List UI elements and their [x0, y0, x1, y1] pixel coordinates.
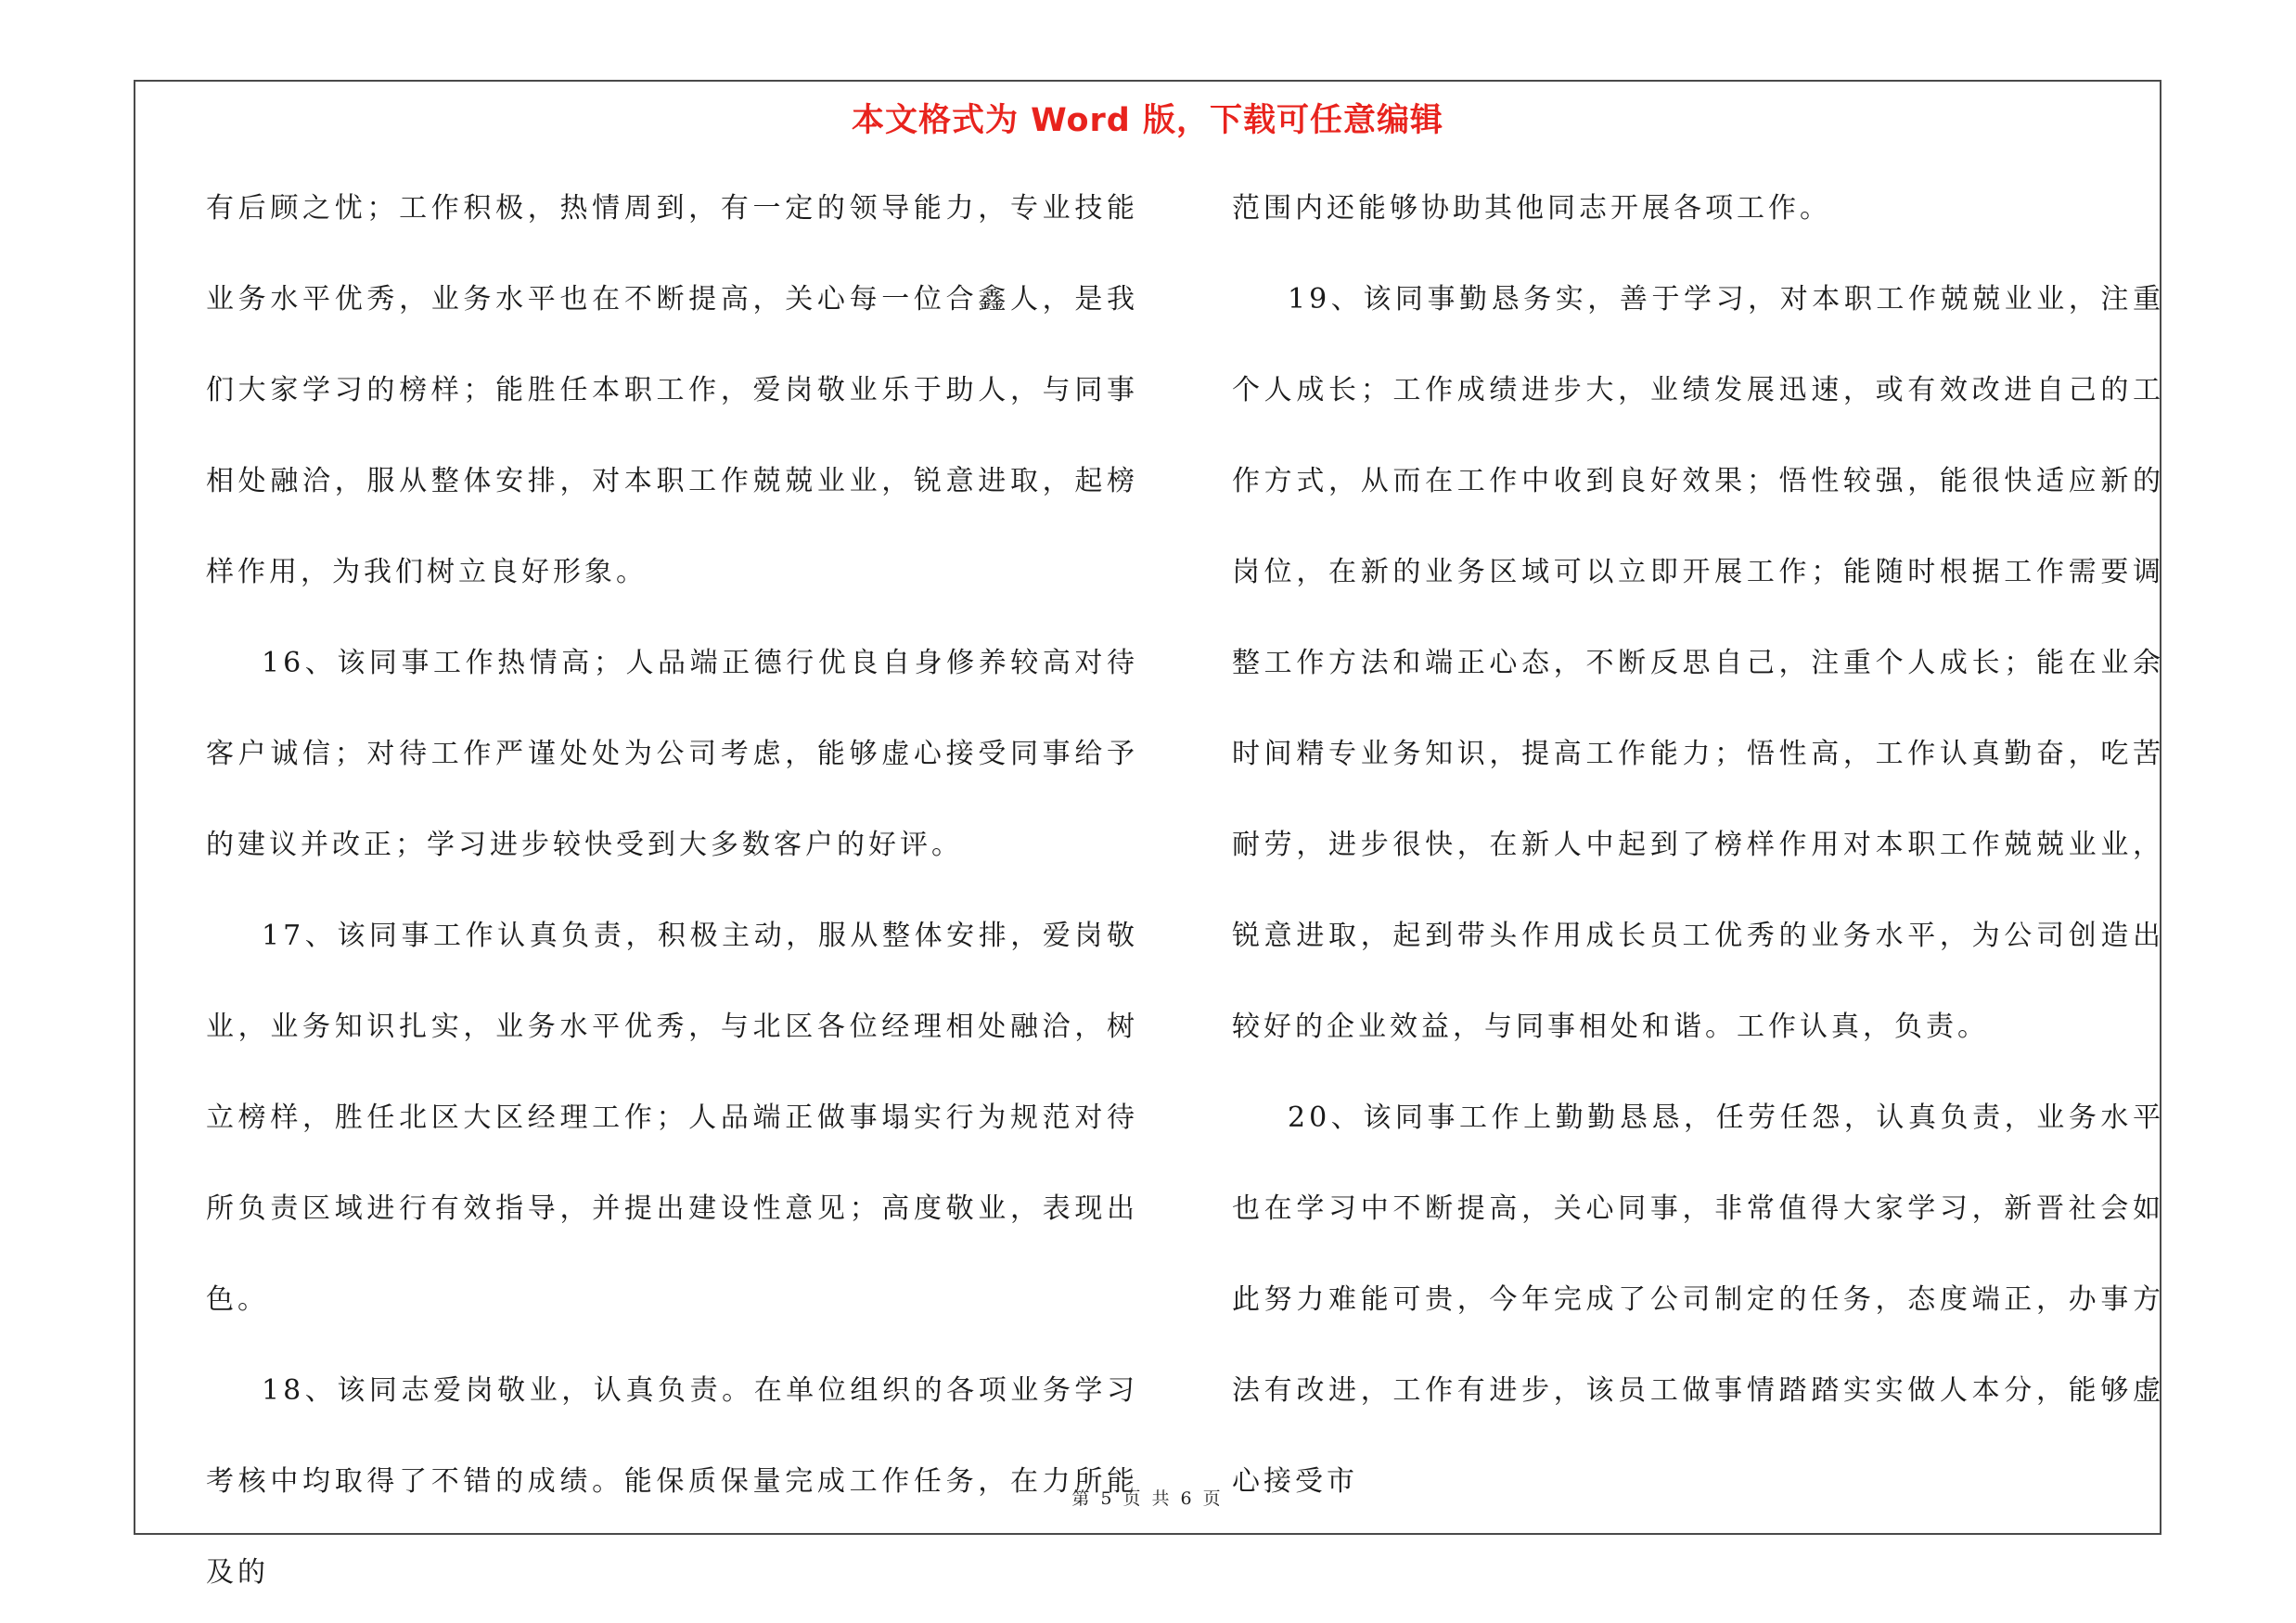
right-text-column	[1232, 163, 2164, 1527]
paragraph-18: 18、该同志爱岗敬业，认真负责。在单位组织的各项业务学习考核中均取得了不错的成绩。能保质保量完成工作任务，在力所能及的	[206, 1374, 1138, 1589]
left-text-column	[206, 163, 1138, 1618]
paragraph-20: 20、该同事工作上勤勤恳恳，任劳任怨，认真负责，业务水平也在学习中不断提高，关心同事，非常值得大家学习，新晋社会如此努力难能可贵，今年完成了公司制定的任务，态度端正，办事方法有改进，工作有进步，该员工做事情踏踏实实做人本分，能够虚心接受市	[1232, 1101, 2164, 1498]
word-format-banner: 本文格式为 Word 版，下载可任意编辑	[851, 102, 1444, 139]
page-frame	[134, 80, 2164, 1589]
paragraph-continued: 有后顾之忧；工作积极，热情周到，有一定的领导能力，专业技能业务水平优秀，业务水平也在不断提高，关心每一位合鑫人，是我们大家学习的榜样；能胜任本职工作，爱岗敬业乐于助人，与同事相处融洽，服从整体安排，对本职工作兢兢业业，锐意进取，起榜样作用，为我们树立良好形象。	[206, 192, 1138, 588]
paragraph-19: 19、该同事勤恳务实，善于学习，对本职工作兢兢业业，注重个人成长；工作成绩进步大，业绩发展迅速，或有效改进自己的工作方式，从而在工作中收到良好效果；悟性较强，能很快适应新的岗位，在新的业务区域可以立即开展工作；能随时根据工作需要调整工作方法和端正心态，不断反思自己，注重个人成长；能在业余时间精专业务知识，提高工作能力；悟性高，工作认真勤奋，吃苦耐劳，进步很快，在新人中起到了榜样作用对本职工作兢兢业业，锐意进取，起到带头作用成长员工优秀的业务水平，为公司创造出较好的企业效益，与同事相处和谐。工作认真，负责。	[1232, 283, 2164, 1043]
paragraph-16: 16、该同事工作热情高；人品端正德行优良自身修养较高对待客户诚信；对待工作严谨处处为公司考虑，能够虚心接受同事给予的建议并改正；学习进步较快受到大多数客户的好评。	[206, 647, 1138, 861]
page-number-footer: 第 5 页 共 6 页	[1071, 1488, 1224, 1509]
paragraph-18-continued: 范围内还能够协助其他同志开展各项工作。	[1232, 192, 1831, 225]
paragraph-17: 17、该同事工作认真负责，积极主动，服从整体安排，爱岗敬业，业务知识扎实，业务水平优秀，与北区各位经理相处融洽，树立榜样，胜任北区大区经理工作；人品端正做事塌实行为规范对待所负责区域进行有效指导，并提出建设性意见；高度敬业，表现出色。	[206, 920, 1138, 1316]
